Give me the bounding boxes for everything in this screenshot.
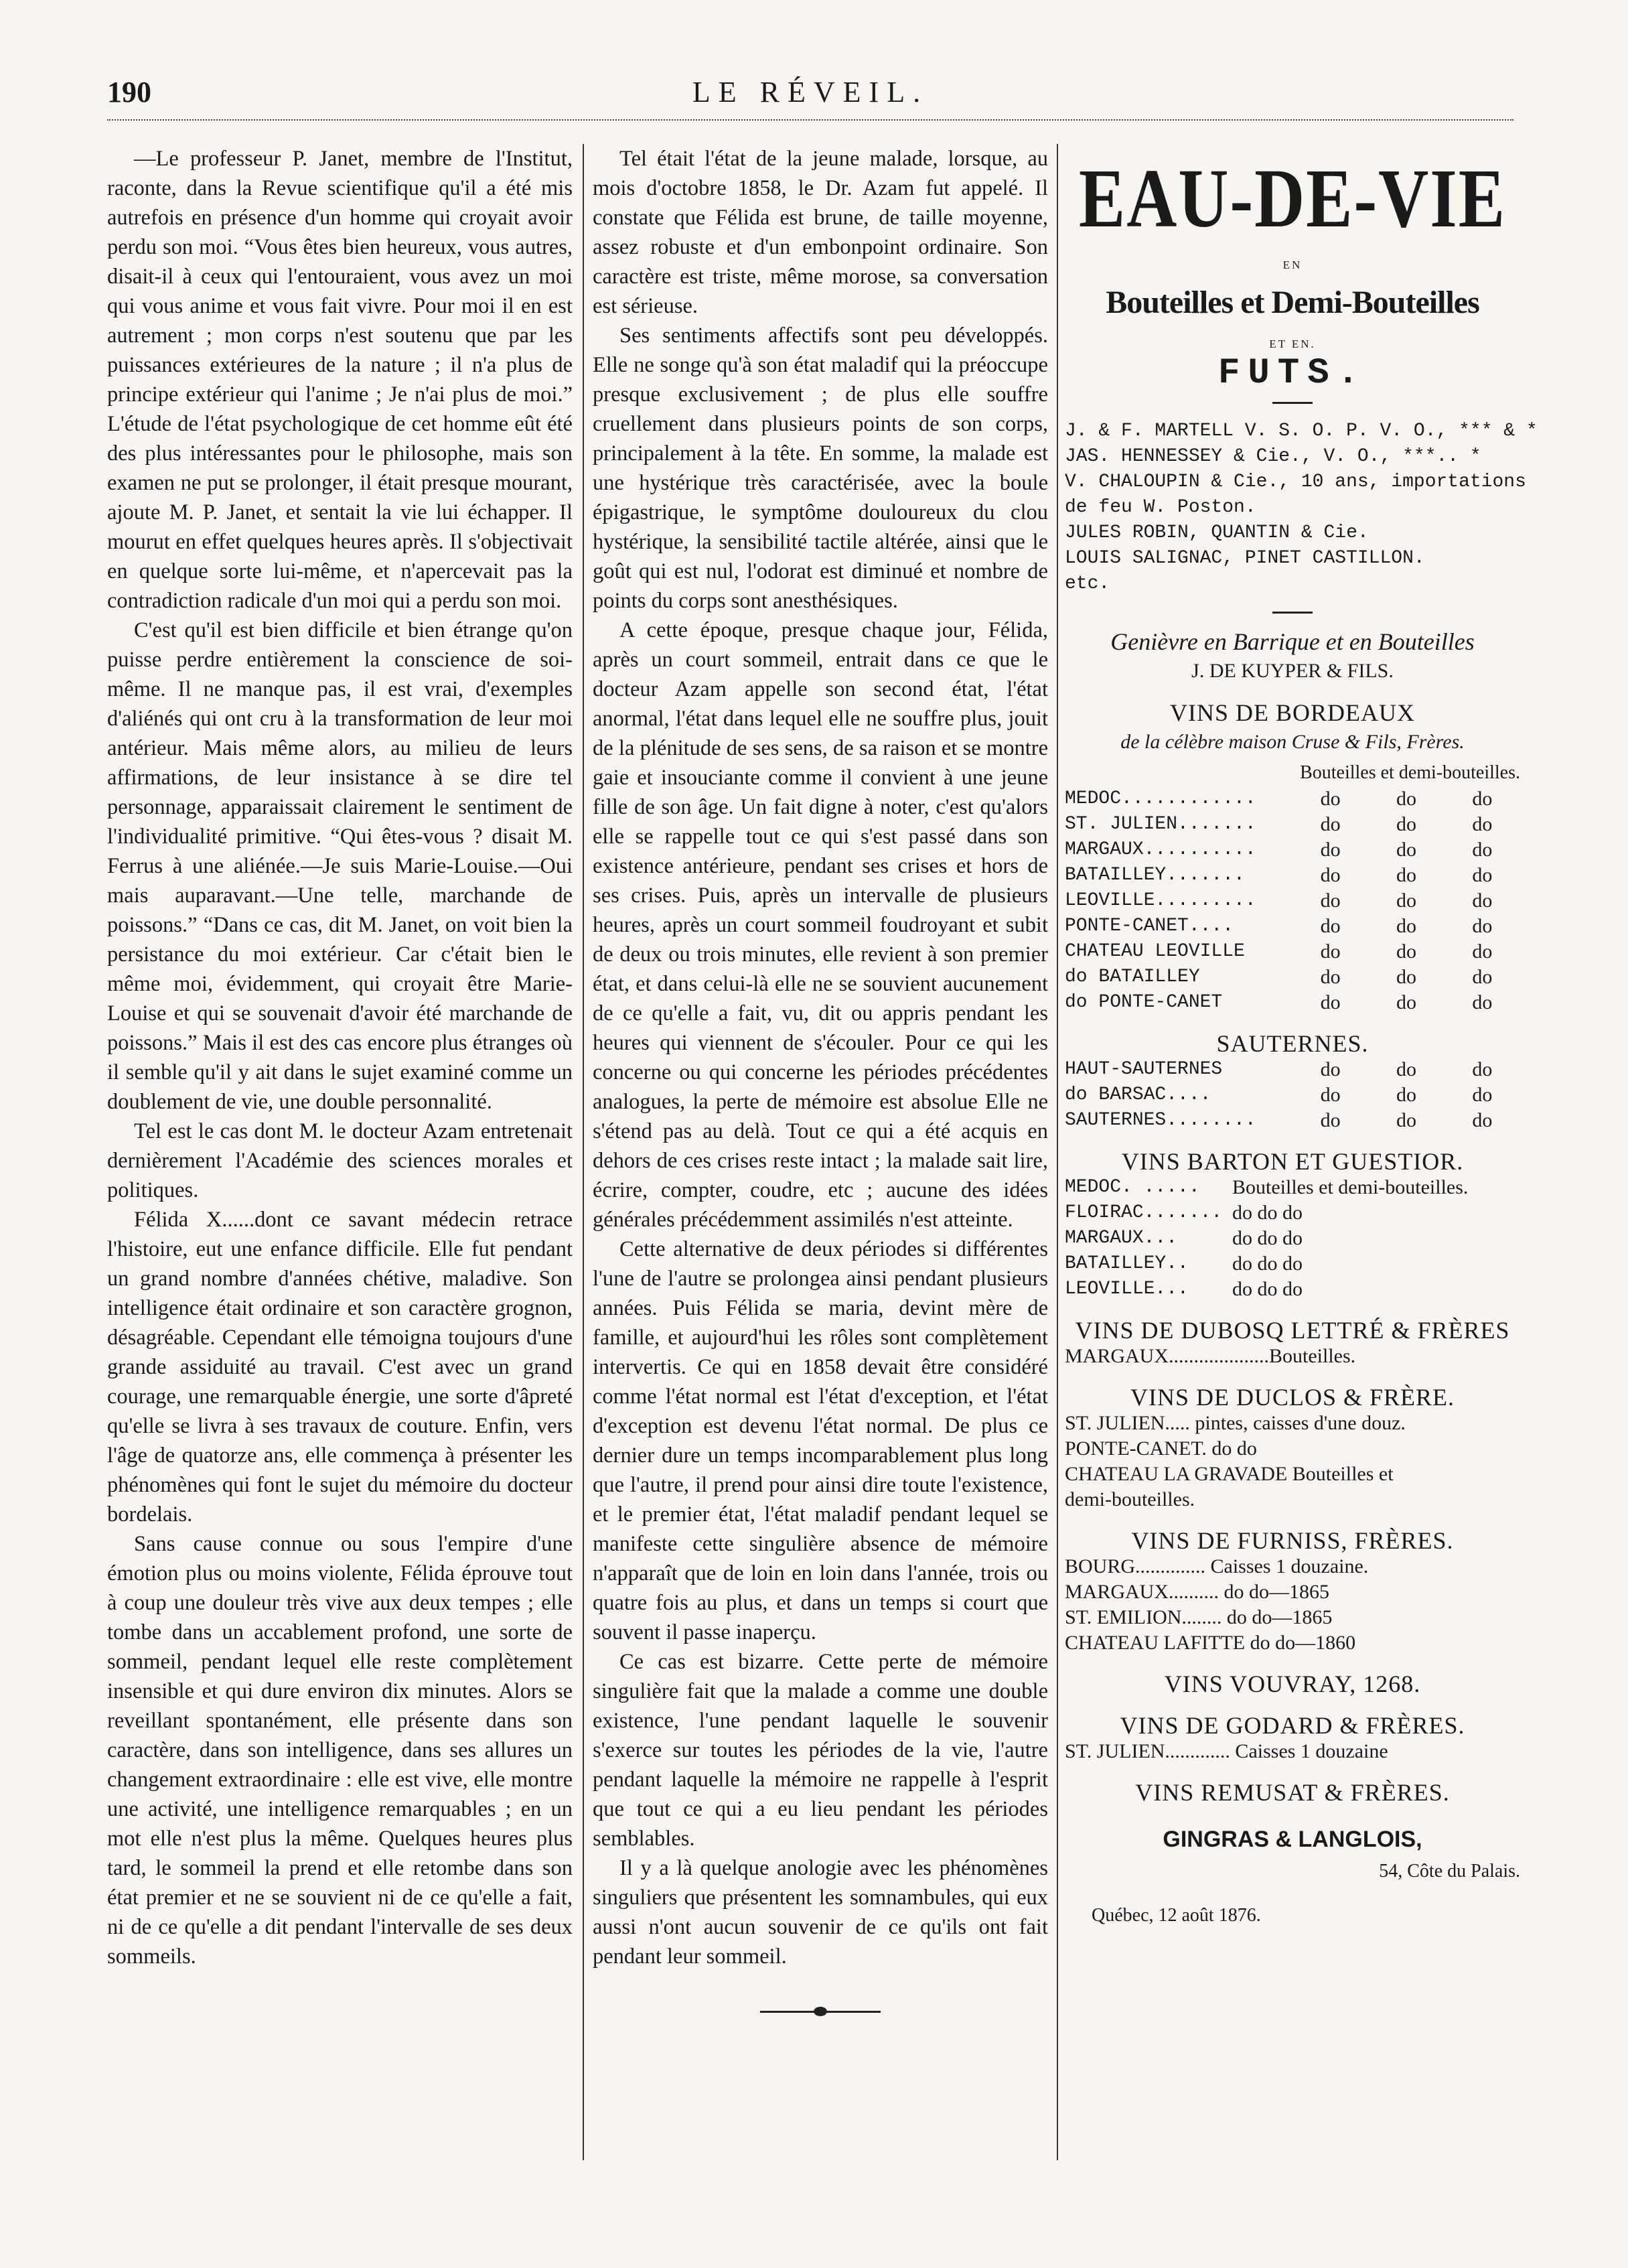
paragraph: A cette époque, presque chaque jour, Félida, après un court sommeil, entrait dans ce que le docteur Azam appelle son second état, l'état anormal, l'état dans lequel elle ne souffre plus, jouit de la plénitude de ses sens, de sa raison et se montre gaie et insouciante comme il convient à une jeune fille de son âge. Un fait digne à noter, c'est qu'alors elle se rappelle tout ce qui s'est passé dans son existence antérieure, pendant ses crises et hors de ses crises. Puis, après un intervalle de plusieurs heures, après un court sommeil foudroyant et subit de deux ou trois minutes, elle revient à son premier état, et dans celui-là elle ne se souvient aucunement de ce qu'elle a fait, vu, dit ou appris pendant les heures qui viennent de s'écouler. Pour ce qui les concerne ou qui concerne les périodes précédentes analogues, la perte de mémoire est absolue Elle ne s'étend pas au delà. Tout ce qui a été acquis en dehors de ces crises reste intact ; la malade sait lire, écrire, compter, coudre, etc ; aucune des idées générales précédemment assimilés n'est atteinte.: [593, 618, 1048, 1232]
wine-cell: do: [1320, 813, 1341, 835]
wine-cell: do: [1472, 940, 1493, 963]
bordeaux-heading: VINS DE BORDEAUX: [1170, 699, 1415, 726]
wine-name: LEOVILLE...: [1065, 1279, 1189, 1299]
wine-name: do PONTE-CANET: [1065, 992, 1223, 1013]
brand-line: de feu W. Poston.: [1065, 497, 1256, 518]
wine-cell: do: [1472, 788, 1493, 810]
wine-cell: Bouteilles et demi-bouteilles.: [1232, 1176, 1469, 1198]
column-divider: [583, 144, 584, 2160]
wine-cell: do: [1320, 940, 1341, 963]
wine-cell: do do do: [1232, 1278, 1303, 1300]
remusat-heading: VINS REMUSAT & FRÈRES.: [1135, 1779, 1450, 1806]
wine-name: HAUT-SAUTERNES: [1065, 1059, 1223, 1080]
brand-list: [1065, 419, 1538, 597]
wine-cell: do do do: [1232, 1202, 1303, 1224]
bordeaux-row: [1065, 837, 1520, 863]
wine-cell: do: [1472, 991, 1493, 1013]
sauternes-heading: SAUTERNES.: [1216, 1030, 1369, 1057]
wine-cell: do: [1396, 940, 1416, 963]
paragraph: Sans cause connue ou sous l'empire d'une émotion plus ou moins violente, Félida éprouve tout à coup une douleur très vive aux deux tempes ; elle tombe dans un accablement profond, une sorte de sommeil, pendant lequel elle reste complètement insensible et qui dure environ dix minutes. Alors se reveillant spontanément, elle présente dans son caractère, dans son intelligence, dans ses allures un changement extraordinaire : elle est vive, elle montre une activité, une intelligence remarquables ; en un mot elle n'est plus la même. Quelques heures plus tard, le sommeil la prend et elle retombe dans son état premier et ne se souvient ni de ce qu'elle a fait, ni de ce qu'elle a dit pendant l'intervalle de ses deux sommeils.: [107, 1532, 573, 1969]
kuyper-line: J. DE KUYPER & FILS.: [1191, 660, 1394, 682]
wine-cell: do: [1396, 890, 1416, 912]
wine-name: MEDOC. .....: [1065, 1177, 1200, 1198]
wine-cell: do: [1396, 1109, 1416, 1131]
divider: [1272, 402, 1313, 404]
bordeaux-row: [1065, 965, 1520, 990]
duclos-heading: VINS DE DUCLOS & FRÈRE.: [1130, 1384, 1455, 1411]
wine-cell: do: [1320, 864, 1341, 886]
dubosq-heading: VINS DE DUBOSQ LETTRÉ & FRÈRES: [1075, 1317, 1510, 1344]
advertisement: [1065, 152, 1538, 1929]
column-divider: [1057, 144, 1058, 2160]
wine-cell: do: [1320, 839, 1341, 861]
sauternes-row: [1065, 1108, 1520, 1133]
paragraph: Cette alternative de deux périodes si différentes l'une de l'autre se prolongea ainsi pendant plusieurs années. Puis Félida se maria, devint mère de famille, et aujourd'hui les rôles sont complètement intervertis. Ce qui en 1858 devait être considéré comme l'état normal est l'état d'exception, et l'état d'exception est devenu l'état normal. De plus ce dernier dure un temps incomparablement plus long que l'autre, il prend pour ainsi dire toute l'existence, et le premier état, l'état maladif pendant lequel se manifeste cette singulière absence de mémoire n'apparaît que de loin en loin dans l'année, trois ou quatre fois au plus, et dans un temps si court que souvent il passe inaperçu.: [593, 1237, 1048, 1644]
genievre-line: Genièvre en Barrique et en Bouteilles: [1110, 628, 1475, 655]
paragraph: —Le professeur P. Janet, membre de l'Institut, raconte, dans la Revue scientifique qu'il a été mis autrefois en présence d'un homme qui croyait avoir perdu son moi. “Vous êtes bien heureux, vous autres, disait-il à ceux qui l'entouraient, vous avez un moi qui vous anime et vous fait vivre. Pour moi il en est autrement ; mon corps n'est soutenu que par les puissances extérieures de la nature ; il n'a plus de principe extérieur qui l'anime ; Je n'ai plus de moi.” L'étude de l'état psychologique de cet homme eût été des plus intéressantes pour le philosophe, mais son examen ne put se prolonger, il était presque mourant, ajoute M. P. Janet, et sentait la vie lui échapper. Il mourut en effet quelques heures après. Il s'objectivait en quelque sorte lui-même, et n'apercevait pas la contradiction radicale d'un moi qui a perdu son moi.: [107, 147, 573, 613]
wine-name: ST. JULIEN.......: [1065, 814, 1256, 835]
wine-cell: do: [1320, 966, 1341, 988]
brand-line: V. CHALOUPIN & Cie., 10 ans, importations: [1065, 472, 1526, 492]
brand-line: etc.: [1065, 573, 1110, 594]
bordeaux-row: [1065, 888, 1520, 914]
wine-cell: do: [1320, 915, 1341, 937]
divider: [1272, 612, 1313, 614]
wine-cell: do: [1396, 839, 1416, 861]
ad-subtitle: Bouteilles et Demi-Bouteilles: [1106, 285, 1479, 320]
dateline: Québec, 12 août 1876.: [1092, 1905, 1261, 1926]
newspaper-title: LE RÉVEIL.: [692, 76, 929, 109]
brand-line: J. & F. MARTELL V. S. O. P. V. O., *** & *: [1065, 421, 1538, 441]
page-number: 190: [107, 76, 151, 109]
paragraph: Ce cas est bizarre. Cette perte de mémoire singulière fait que la malade a comme une double existence, l'une pendant laquelle le souvenir s'exerce sur toutes les périodes de la vie, l'autre pendant laquelle la mémoire ne rappelle à l'esprit que tout ce qui a eu lieu pendant les périodes semblables.: [593, 1650, 1048, 1851]
wine-cell: do: [1320, 991, 1341, 1013]
bordeaux-row: [1065, 939, 1520, 965]
seller-address: 54, Côte du Palais.: [1379, 1861, 1520, 1882]
article-column-2: [593, 144, 1048, 2021]
paragraph: Il y a là quelque anologie avec les phénomènes singuliers que présentent les somnambules, qui eux aussi n'ont aucun souvenir de ce qu'ils ont fait pendant leur sommeil.: [593, 1856, 1048, 1969]
seller-name: GINGRAS & LANGLOIS,: [1163, 1827, 1422, 1852]
furniss-heading: VINS DE FURNISS, FRÈRES.: [1131, 1527, 1454, 1554]
paragraph: Tel était l'état de la jeune malade, lorsque, au mois d'octobre 1858, le Dr. Azam fut appelé. Il constate que Félida est brune, de taille moyenne, assez robuste et d'un embonpoint ordinaire. Son caractère est triste, même morose, sa conversation est sérieuse.: [593, 147, 1048, 318]
paragraph: Ses sentiments affectifs sont peu développés. Elle ne songe qu'à son état maladif qui la préoccupe presque exclusivement ; de plus elle souffre cruellement dans plusieurs points de son corps, principalement à la tête. En somme, la malade est une hystérique très caractérisée, avec la boule épigastrique, le symptôme douloureux du clou hystérique, la sensibilité tactile altérée, ainsi que le goût qui est nul, l'odorat est diminué et nombre de points du corps sont anesthésiques.: [593, 324, 1048, 613]
wine-name: MARGAUX...: [1065, 1228, 1178, 1249]
paragraph: Tel est le cas dont M. le docteur Azam entretenait dernièrement l'Académie des sciences morales et politiques.: [107, 1119, 573, 1202]
duclos-line: demi-bouteilles.: [1065, 1488, 1195, 1510]
wine-name: SAUTERNES........: [1065, 1110, 1256, 1131]
ad-en: EN: [1282, 259, 1303, 271]
wine-cell: do: [1472, 864, 1493, 886]
barton-table: [1065, 1175, 1520, 1302]
wine-name: PONTE-CANET....: [1065, 916, 1234, 936]
brand-line: JAS. HENNESSEY & Cie., V. O., ***.. *: [1065, 446, 1481, 467]
barton-row: [1065, 1175, 1520, 1200]
wine-cell: do: [1396, 1058, 1416, 1080]
wine-cell: do: [1472, 1084, 1493, 1106]
furniss-line: MARGAUX.......... do do—1865: [1065, 1581, 1330, 1603]
wine-name: BATAILLEY.......: [1065, 865, 1245, 885]
wine-name: MARGAUX..........: [1065, 839, 1256, 860]
bordeaux-subheading: de la célèbre maison Cruse & Fils, Frères.: [1120, 731, 1465, 753]
wine-cell: do: [1472, 915, 1493, 937]
wine-name: do BARSAC....: [1065, 1084, 1211, 1105]
end-ornament: [593, 1991, 1048, 2021]
paragraph: Félida X......dont ce savant médecin retrace l'histoire, eut une enfance difficile. Elle fut pendant un grand nombre d'années chétive, maladive. Son intelligence était ordinaire et son caractère grognon, désagréable. Cependant elle témoigna toujours d'une grande assiduité au travail. C'est avec un grand courage, une remarquable énergie, une sorte d'âpreté qu'elle se livra à ses travaux de couture. Enfin, vers l'âge de quatorze ans, elle commença à présenter les phénomènes qui font le sujet du mémoire du docteur bordelais.: [107, 1208, 573, 1527]
duclos-line: PONTE-CANET. do do: [1065, 1437, 1257, 1460]
barton-row: [1065, 1226, 1520, 1251]
barton-row: [1065, 1277, 1520, 1302]
article-column-1: [107, 144, 573, 1971]
wine-cell: do: [1320, 788, 1341, 810]
wine-cell: do: [1396, 915, 1416, 937]
godard-heading: VINS DE GODARD & FRÈRES.: [1120, 1712, 1465, 1739]
brand-line: LOUIS SALIGNAC, PINET CASTILLON.: [1065, 548, 1425, 569]
paragraph: C'est qu'il est bien difficile et bien étrange qu'on puisse perdre entièrement la conscience de soi-même. Il ne manque pas, il est vrai, d'exemples d'aliénés qui ont cru à la transformation de leur moi antérieur. Mais même alors, au milieu de leurs affirmations, de leur insistance à se dire tel personnage, apparaissait clairement le sentiment de l'individualité primitive. “Qui êtes-vous ? disait M. Ferrus à une aliénée.—Je suis Marie-Louise.—Oui mais auparavant.—Une telle, marchande de poissons.” “Dans ce cas, dit M. Janet, on voit bien la persistance du moi extérieur. Car c'était bien le même moi, évidemment, qui croyait être Marie-Louise et qui se souvenait d'avoir été marchande de poissons.” Mais il est des cas encore plus étranges où il semble qu'il y ait dans le sujet examiné comme un doublement de vie, une double personnalité.: [107, 618, 573, 1114]
sauternes-table: [1065, 1057, 1520, 1133]
sauternes-row: [1065, 1057, 1520, 1082]
wine-name: FLOIRAC.......: [1065, 1202, 1223, 1223]
bordeaux-row: [1065, 786, 1520, 812]
wine-cell: do: [1472, 966, 1493, 988]
wine-cell: do: [1396, 991, 1416, 1013]
wine-cell: do: [1396, 1084, 1416, 1106]
wine-cell: do: [1472, 839, 1493, 861]
bordeaux-table: [1065, 786, 1520, 1015]
bordeaux-row: [1065, 812, 1520, 837]
ad-et-en: ET EN.: [1269, 338, 1316, 350]
wine-name: BATAILLEY..: [1065, 1253, 1189, 1274]
wine-cell: do: [1320, 1058, 1341, 1080]
brand-line: JULES ROBIN, QUANTIN & Cie.: [1065, 522, 1369, 543]
wine-name: LEOVILLE.........: [1065, 890, 1256, 911]
godard-line: ST. JULIEN............. Caisses 1 douzaine: [1065, 1740, 1388, 1762]
furniss-line: CHATEAU LAFITTE do do—1860: [1065, 1632, 1356, 1654]
wine-name: do BATAILLEY: [1065, 967, 1200, 987]
vouvray-heading: VINS VOUVRAY, 1268.: [1164, 1671, 1421, 1697]
wine-cell: do: [1396, 813, 1416, 835]
bordeaux-row: [1065, 863, 1520, 888]
duclos-line: ST. JULIEN..... pintes, caisses d'une douz.: [1065, 1412, 1406, 1434]
sauternes-row: [1065, 1082, 1520, 1108]
wine-cell: do: [1472, 1109, 1493, 1131]
ad-title: EAU-DE-VIE: [1078, 152, 1507, 245]
wine-cell: do: [1396, 966, 1416, 988]
wine-cell: do do do: [1232, 1227, 1303, 1249]
wine-name: MEDOC............: [1065, 788, 1256, 809]
barton-row: [1065, 1251, 1520, 1277]
barton-row: [1065, 1200, 1520, 1226]
bordeaux-row: [1065, 914, 1520, 939]
wine-cell: do: [1472, 1058, 1493, 1080]
page-header: [107, 67, 1513, 121]
bordeaux-row: [1065, 990, 1520, 1015]
wine-cell: do do do: [1232, 1253, 1303, 1275]
wine-cell: do: [1396, 788, 1416, 810]
wine-name: CHATEAU LEOVILLE: [1065, 941, 1245, 962]
wine-cell: do: [1472, 813, 1493, 835]
wine-cell: do: [1396, 864, 1416, 886]
wine-cell: do: [1320, 890, 1341, 912]
furniss-line: BOURG.............. Caisses 1 douzaine.: [1065, 1555, 1369, 1577]
furniss-line: ST. EMILION........ do do—1865: [1065, 1606, 1333, 1628]
wine-cell: do: [1320, 1084, 1341, 1106]
dubosq-line: MARGAUX....................Bouteilles.: [1065, 1345, 1356, 1367]
header-rule: [107, 119, 1513, 121]
barton-heading: VINS BARTON ET GUESTIOR.: [1121, 1148, 1464, 1175]
duclos-line: CHATEAU LA GRAVADE Bouteilles et: [1065, 1463, 1394, 1485]
ad-futs: FUTS.: [1217, 353, 1367, 394]
bordeaux-note: Bouteilles et demi-bouteilles.: [1300, 762, 1520, 783]
wine-cell: do: [1320, 1109, 1341, 1131]
wine-cell: do: [1472, 890, 1493, 912]
